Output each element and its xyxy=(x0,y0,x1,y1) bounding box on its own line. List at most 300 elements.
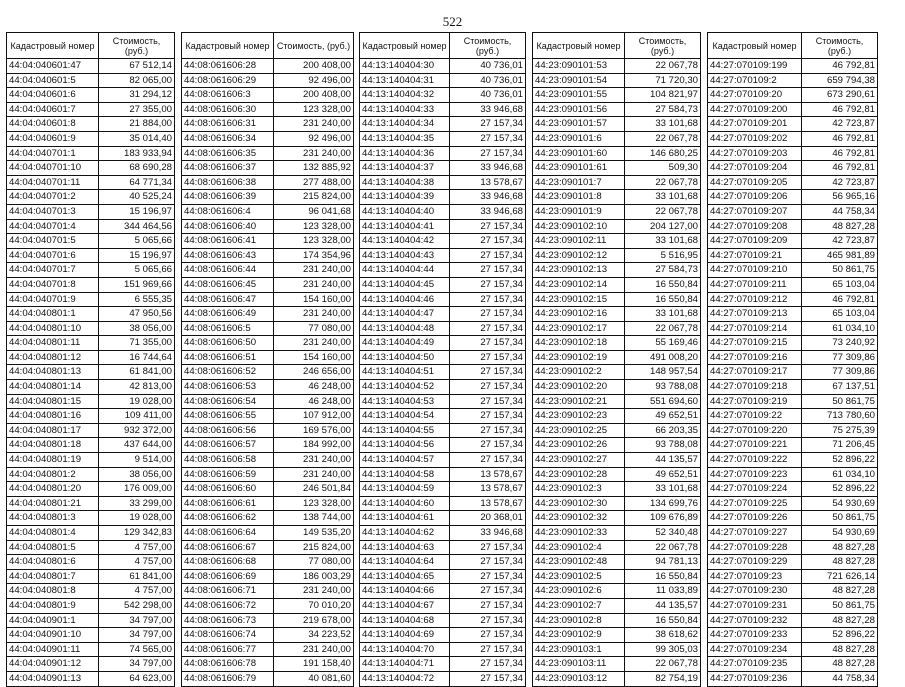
table-row xyxy=(182,380,354,395)
cost-cell: 33 101,68 xyxy=(625,482,701,497)
cadastral-number-cell: 44:04:040701:3 xyxy=(7,204,99,219)
cadastral-number-cell: 44:04:040701:4 xyxy=(7,219,99,234)
cost-cell: 27 157,34 xyxy=(450,307,526,322)
cadastral-number-cell: 44:27:070109:200 xyxy=(708,102,802,117)
cadastral-number-cell: 44:23:090102:13 xyxy=(533,263,625,278)
cadastral-number-cell: 44:23:090102:33 xyxy=(533,526,625,541)
table-row xyxy=(360,117,526,132)
table-row xyxy=(7,161,175,176)
cost-cell: 491 008,20 xyxy=(625,350,701,365)
cost-cell: 551 694,60 xyxy=(625,394,701,409)
table-row xyxy=(182,336,354,351)
table-row xyxy=(182,73,354,88)
cost-cell: 48 827,28 xyxy=(802,540,878,555)
cost-cell: 27 157,34 xyxy=(450,453,526,468)
cost-cell: 99 305,03 xyxy=(625,642,701,657)
cadastral-table-2 xyxy=(181,32,354,687)
cost-cell: 27 157,34 xyxy=(450,394,526,409)
table-header xyxy=(708,33,878,59)
table-row xyxy=(708,102,878,117)
table-row xyxy=(7,380,175,395)
table-row xyxy=(533,642,701,657)
cadastral-number-cell: 44:27:070109:219 xyxy=(708,394,802,409)
cost-cell: 231 240,00 xyxy=(274,467,354,482)
cadastral-number-cell: 44:04:040601:8 xyxy=(7,117,99,132)
cadastral-number-cell: 44:08:061606:29 xyxy=(182,73,274,88)
table-row xyxy=(7,423,175,438)
table-row xyxy=(708,234,878,249)
cost-cell: 22 067,78 xyxy=(625,59,701,74)
table-row xyxy=(182,248,354,263)
cost-cell: 46 248,00 xyxy=(274,394,354,409)
table-row xyxy=(360,277,526,292)
table-row xyxy=(360,482,526,497)
cost-cell: 246 656,00 xyxy=(274,365,354,380)
cost-cell: 71 206,45 xyxy=(802,438,878,453)
table-row xyxy=(360,219,526,234)
cadastral-number-cell: 44:13:140404:31 xyxy=(360,73,450,88)
table-row xyxy=(360,73,526,88)
cost-cell: 27 157,34 xyxy=(450,628,526,643)
cadastral-number-cell: 44:23:090102:6 xyxy=(533,584,625,599)
table-row xyxy=(360,131,526,146)
cost-cell: 49 652,51 xyxy=(625,409,701,424)
cost-cell: 16 744,64 xyxy=(99,350,175,365)
cadastral-number-cell: 44:08:061606:28 xyxy=(182,59,274,74)
header-cost: Стоимость, (руб.) xyxy=(625,33,701,59)
table-row xyxy=(360,569,526,584)
table-row xyxy=(182,117,354,132)
cost-cell: 215 824,00 xyxy=(274,540,354,555)
cadastral-number-cell: 44:23:090102:23 xyxy=(533,409,625,424)
cadastral-number-cell: 44:04:040701:5 xyxy=(7,234,99,249)
table-row xyxy=(182,321,354,336)
cost-cell: 4 757,00 xyxy=(99,584,175,599)
cost-cell: 15 196,97 xyxy=(99,204,175,219)
cadastral-number-cell: 44:27:070109:222 xyxy=(708,453,802,468)
cost-cell: 71 355,00 xyxy=(99,336,175,351)
cadastral-number-cell: 44:23:090101:9 xyxy=(533,204,625,219)
cost-cell: 46 792,81 xyxy=(802,131,878,146)
cost-cell: 77 080,00 xyxy=(274,321,354,336)
cost-cell: 659 794,38 xyxy=(802,73,878,88)
table-row xyxy=(7,350,175,365)
header-cost: Стоимость, (руб.) xyxy=(450,33,526,59)
cadastral-number-cell: 44:04:040601:9 xyxy=(7,131,99,146)
cost-cell: 54 930,69 xyxy=(802,496,878,511)
table-row xyxy=(7,263,175,278)
table-row xyxy=(360,190,526,205)
cost-cell: 92 496,00 xyxy=(274,73,354,88)
cost-cell: 129 342,83 xyxy=(99,526,175,541)
cadastral-number-cell: 44:04:040601:7 xyxy=(7,102,99,117)
cadastral-number-cell: 44:04:040801:4 xyxy=(7,526,99,541)
cadastral-number-cell: 44:13:140404:45 xyxy=(360,277,450,292)
table-row xyxy=(533,131,701,146)
cost-cell: 27 157,34 xyxy=(450,321,526,336)
cadastral-number-cell: 44:04:040901:1 xyxy=(7,613,99,628)
cost-cell: 27 157,34 xyxy=(450,131,526,146)
table-row xyxy=(360,350,526,365)
cadastral-number-cell: 44:04:040801:15 xyxy=(7,394,99,409)
cost-cell: 5 516,95 xyxy=(625,248,701,263)
cost-cell: 27 157,34 xyxy=(450,146,526,161)
cost-cell: 13 578,67 xyxy=(450,175,526,190)
table-row xyxy=(533,671,701,686)
table-row xyxy=(708,88,878,103)
cost-cell: 33 946,68 xyxy=(450,526,526,541)
table-row xyxy=(182,453,354,468)
cost-cell: 200 408,00 xyxy=(274,59,354,74)
cost-cell: 109 411,00 xyxy=(99,409,175,424)
cadastral-number-cell: 44:13:140404:42 xyxy=(360,234,450,249)
table-row xyxy=(533,409,701,424)
table-row xyxy=(7,336,175,351)
table-row xyxy=(533,175,701,190)
table-row xyxy=(182,423,354,438)
cost-cell: 169 576,00 xyxy=(274,423,354,438)
cost-cell: 713 780,60 xyxy=(802,409,878,424)
cost-cell: 40 736,01 xyxy=(450,88,526,103)
table-row xyxy=(360,380,526,395)
header-cadastral-number: Кадастровый номер xyxy=(708,33,802,59)
cadastral-number-cell: 44:08:061606:53 xyxy=(182,380,274,395)
cost-cell: 27 157,34 xyxy=(450,671,526,686)
table-row xyxy=(182,409,354,424)
table-row xyxy=(360,263,526,278)
cadastral-number-cell: 44:23:090101:53 xyxy=(533,59,625,74)
cost-cell: 509,30 xyxy=(625,161,701,176)
header-cost: Стоимость, (руб.) xyxy=(274,33,354,59)
cost-cell: 67 512,14 xyxy=(99,59,175,74)
cost-cell: 176 009,00 xyxy=(99,482,175,497)
cost-cell: 15 196,97 xyxy=(99,248,175,263)
cadastral-number-cell: 44:27:070109:210 xyxy=(708,263,802,278)
cost-cell: 231 240,00 xyxy=(274,453,354,468)
cost-cell: 138 744,00 xyxy=(274,511,354,526)
cadastral-number-cell: 44:04:040701:1 xyxy=(7,146,99,161)
table-row xyxy=(360,175,526,190)
table-row xyxy=(182,613,354,628)
cadastral-number-cell: 44:27:070109:223 xyxy=(708,467,802,482)
page-number: 522 xyxy=(442,14,463,29)
cadastral-number-cell: 44:04:040901:13 xyxy=(7,671,99,686)
table-row xyxy=(182,496,354,511)
cost-cell: 77 309,86 xyxy=(802,365,878,380)
table-row xyxy=(182,642,354,657)
cadastral-number-cell: 44:04:040801:16 xyxy=(7,409,99,424)
cost-cell: 65 103,04 xyxy=(802,307,878,322)
cadastral-number-cell: 44:04:040701:10 xyxy=(7,161,99,176)
table-row xyxy=(360,161,526,176)
cost-cell: 46 792,81 xyxy=(802,59,878,74)
cost-cell: 721 626,14 xyxy=(802,569,878,584)
cadastral-number-cell: 44:23:090103:1 xyxy=(533,642,625,657)
cadastral-number-cell: 44:13:140404:69 xyxy=(360,628,450,643)
cadastral-number-cell: 44:13:140404:34 xyxy=(360,117,450,132)
table-row xyxy=(7,277,175,292)
cost-cell: 27 584,73 xyxy=(625,263,701,278)
cost-cell: 56 965,16 xyxy=(802,190,878,205)
cadastral-number-cell: 44:23:090101:8 xyxy=(533,190,625,205)
table-row xyxy=(708,555,878,570)
cost-cell: 21 884,00 xyxy=(99,117,175,132)
table-header xyxy=(360,33,526,59)
cost-cell: 34 797,00 xyxy=(99,628,175,643)
cost-cell: 52 896,22 xyxy=(802,628,878,643)
cost-cell: 96 041,68 xyxy=(274,204,354,219)
cost-cell: 34 797,00 xyxy=(99,613,175,628)
table-row xyxy=(708,642,878,657)
table-row xyxy=(360,59,526,74)
table-row xyxy=(182,657,354,672)
cadastral-number-cell: 44:23:090101:55 xyxy=(533,88,625,103)
cadastral-number-cell: 44:27:070109:213 xyxy=(708,307,802,322)
table-row xyxy=(533,438,701,453)
cadastral-number-cell: 44:23:090101:57 xyxy=(533,117,625,132)
table-row xyxy=(7,555,175,570)
cadastral-number-cell: 44:04:040901:11 xyxy=(7,642,99,657)
cost-cell: 134 699,76 xyxy=(625,496,701,511)
cost-cell: 52 896,22 xyxy=(802,482,878,497)
table-row xyxy=(360,613,526,628)
cost-cell: 183 933,94 xyxy=(99,146,175,161)
table-row xyxy=(708,321,878,336)
cost-cell: 48 827,28 xyxy=(802,584,878,599)
cadastral-number-cell: 44:08:061606:30 xyxy=(182,102,274,117)
table-row xyxy=(708,277,878,292)
cadastral-number-cell: 44:23:090102:25 xyxy=(533,423,625,438)
cadastral-number-cell: 44:04:040701:7 xyxy=(7,263,99,278)
cost-cell: 27 157,34 xyxy=(450,642,526,657)
header-cost: Стоимость, (руб.) xyxy=(802,33,878,59)
table-row xyxy=(182,540,354,555)
table-row xyxy=(360,423,526,438)
cost-cell: 44 758,34 xyxy=(802,204,878,219)
cadastral-number-cell: 44:27:070109:224 xyxy=(708,482,802,497)
table-row xyxy=(182,59,354,74)
table-row xyxy=(360,307,526,322)
cost-cell: 42 723,87 xyxy=(802,117,878,132)
cost-cell: 27 157,34 xyxy=(450,540,526,555)
cadastral-table-4 xyxy=(532,32,701,687)
cadastral-number-cell: 44:13:140404:41 xyxy=(360,219,450,234)
cost-cell: 38 618,62 xyxy=(625,628,701,643)
cost-cell: 16 550,84 xyxy=(625,292,701,307)
cadastral-number-cell: 44:27:070109:231 xyxy=(708,598,802,613)
cadastral-number-cell: 44:08:061606:64 xyxy=(182,526,274,541)
cost-cell: 42 723,87 xyxy=(802,175,878,190)
cadastral-number-cell: 44:08:061606:35 xyxy=(182,146,274,161)
cost-cell: 27 157,34 xyxy=(450,438,526,453)
cost-cell: 27 157,34 xyxy=(450,365,526,380)
table-row xyxy=(7,438,175,453)
table-row xyxy=(708,482,878,497)
cadastral-number-cell: 44:27:070109:220 xyxy=(708,423,802,438)
cadastral-number-cell: 44:27:070109:205 xyxy=(708,175,802,190)
table-row xyxy=(533,423,701,438)
cadastral-number-cell: 44:13:140404:60 xyxy=(360,496,450,511)
table-row xyxy=(182,438,354,453)
cost-cell: 44 135,57 xyxy=(625,598,701,613)
cost-cell: 48 827,28 xyxy=(802,642,878,657)
table-row xyxy=(360,526,526,541)
cadastral-number-cell: 44:13:140404:32 xyxy=(360,88,450,103)
cadastral-number-cell: 44:04:040801:19 xyxy=(7,453,99,468)
cost-cell: 40 525,24 xyxy=(99,190,175,205)
table-header xyxy=(533,33,701,59)
table-row xyxy=(708,307,878,322)
cadastral-number-cell: 44:27:070109:233 xyxy=(708,628,802,643)
cadastral-number-cell: 44:08:061606:45 xyxy=(182,277,274,292)
cost-cell: 109 676,89 xyxy=(625,511,701,526)
cadastral-number-cell: 44:08:061606:78 xyxy=(182,657,274,672)
cost-cell: 27 157,34 xyxy=(450,613,526,628)
cost-cell: 146 680,25 xyxy=(625,146,701,161)
cost-cell: 40 081,60 xyxy=(274,671,354,686)
cadastral-number-cell: 44:27:070109:211 xyxy=(708,277,802,292)
table-row xyxy=(708,73,878,88)
table-row xyxy=(360,453,526,468)
table-row xyxy=(708,540,878,555)
cost-cell: 123 328,00 xyxy=(274,102,354,117)
cadastral-number-cell: 44:27:070109:227 xyxy=(708,526,802,541)
cadastral-number-cell: 44:27:070109:23 xyxy=(708,569,802,584)
cost-cell: 61 841,00 xyxy=(99,569,175,584)
table-row xyxy=(533,117,701,132)
table-row xyxy=(360,88,526,103)
table-row xyxy=(182,307,354,322)
cost-cell: 27 584,73 xyxy=(625,102,701,117)
cadastral-number-cell: 44:08:061606:79 xyxy=(182,671,274,686)
cadastral-number-cell: 44:23:090102:14 xyxy=(533,277,625,292)
cost-cell: 4 757,00 xyxy=(99,540,175,555)
cadastral-number-cell: 44:08:061606:37 xyxy=(182,161,274,176)
table-row xyxy=(7,482,175,497)
cost-cell: 77 309,86 xyxy=(802,350,878,365)
table-row xyxy=(182,292,354,307)
cadastral-table-3 xyxy=(359,32,526,687)
cadastral-number-cell: 44:13:140404:39 xyxy=(360,190,450,205)
cost-cell: 5 065,66 xyxy=(99,234,175,249)
table-row xyxy=(7,204,175,219)
cost-cell: 27 157,34 xyxy=(450,117,526,132)
table-row xyxy=(708,453,878,468)
cost-cell: 123 328,00 xyxy=(274,496,354,511)
table-row xyxy=(7,190,175,205)
cadastral-number-cell: 44:04:040801:1 xyxy=(7,307,99,322)
cost-cell: 27 157,34 xyxy=(450,336,526,351)
table-row xyxy=(708,219,878,234)
cost-cell: 6 555,35 xyxy=(99,292,175,307)
cost-cell: 27 157,34 xyxy=(450,248,526,263)
cadastral-number-cell: 44:04:040801:5 xyxy=(7,540,99,555)
cost-cell: 542 298,00 xyxy=(99,598,175,613)
table-row xyxy=(7,88,175,103)
table-row xyxy=(708,423,878,438)
cadastral-number-cell: 44:23:090102:26 xyxy=(533,438,625,453)
table-row xyxy=(708,496,878,511)
cadastral-number-cell: 44:23:090102:28 xyxy=(533,467,625,482)
header-cadastral-number: Кадастровый номер xyxy=(533,33,625,59)
cost-cell: 27 157,34 xyxy=(450,292,526,307)
cost-cell: 48 827,28 xyxy=(802,555,878,570)
cost-cell: 27 157,34 xyxy=(450,234,526,249)
cadastral-table-1 xyxy=(6,32,175,687)
cadastral-number-cell: 44:27:070109:201 xyxy=(708,117,802,132)
table-row xyxy=(360,657,526,672)
table-row xyxy=(708,263,878,278)
table-row xyxy=(533,526,701,541)
cadastral-number-cell: 44:08:061606:56 xyxy=(182,423,274,438)
cadastral-number-cell: 44:13:140404:36 xyxy=(360,146,450,161)
cost-cell: 22 067,78 xyxy=(625,321,701,336)
table-row xyxy=(708,598,878,613)
cost-cell: 22 067,78 xyxy=(625,540,701,555)
table-row xyxy=(7,526,175,541)
table-row xyxy=(182,204,354,219)
cost-cell: 673 290,61 xyxy=(802,88,878,103)
cadastral-number-cell: 44:27:070109:232 xyxy=(708,613,802,628)
cadastral-number-cell: 44:23:090102:21 xyxy=(533,394,625,409)
cost-cell: 50 861,75 xyxy=(802,598,878,613)
header-cadastral-number: Кадастровый номер xyxy=(182,33,274,59)
table-row xyxy=(182,88,354,103)
cost-cell: 46 792,81 xyxy=(802,146,878,161)
table-row xyxy=(533,555,701,570)
cost-cell: 123 328,00 xyxy=(274,234,354,249)
table-row xyxy=(7,453,175,468)
table-row xyxy=(360,321,526,336)
table-row xyxy=(182,146,354,161)
cadastral-number-cell: 44:04:040701:9 xyxy=(7,292,99,307)
cadastral-number-cell: 44:23:090102:16 xyxy=(533,307,625,322)
table-row xyxy=(708,365,878,380)
cadastral-number-cell: 44:08:061606:52 xyxy=(182,365,274,380)
table-row xyxy=(533,263,701,278)
table-row xyxy=(708,204,878,219)
cadastral-number-cell: 44:27:070109:225 xyxy=(708,496,802,511)
cadastral-number-cell: 44:13:140404:68 xyxy=(360,613,450,628)
cadastral-number-cell: 44:04:040801:21 xyxy=(7,496,99,511)
table-row xyxy=(533,628,701,643)
cadastral-number-cell: 44:13:140404:46 xyxy=(360,292,450,307)
cost-cell: 52 896,22 xyxy=(802,453,878,468)
table-row xyxy=(7,569,175,584)
cost-cell: 191 158,40 xyxy=(274,657,354,672)
cadastral-number-cell: 44:13:140404:53 xyxy=(360,394,450,409)
cost-cell: 27 157,34 xyxy=(450,584,526,599)
cadastral-number-cell: 44:04:040801:10 xyxy=(7,321,99,336)
cost-cell: 13 578,67 xyxy=(450,482,526,497)
cadastral-number-cell: 44:23:090102:30 xyxy=(533,496,625,511)
table-row xyxy=(533,598,701,613)
table-row xyxy=(182,161,354,176)
cost-cell: 48 827,28 xyxy=(802,657,878,672)
cost-cell: 71 720,30 xyxy=(625,73,701,88)
cadastral-number-cell: 44:13:140404:48 xyxy=(360,321,450,336)
cadastral-number-cell: 44:13:140404:50 xyxy=(360,350,450,365)
cost-cell: 13 578,67 xyxy=(450,496,526,511)
cadastral-number-cell: 44:04:040701:8 xyxy=(7,277,99,292)
table-row xyxy=(360,598,526,613)
cadastral-number-cell: 44:04:040801:12 xyxy=(7,350,99,365)
cost-cell: 465 981,89 xyxy=(802,248,878,263)
cost-cell: 35 014,40 xyxy=(99,131,175,146)
table-row xyxy=(182,598,354,613)
cadastral-number-cell: 44:27:070109:206 xyxy=(708,190,802,205)
cost-cell: 33 946,68 xyxy=(450,190,526,205)
